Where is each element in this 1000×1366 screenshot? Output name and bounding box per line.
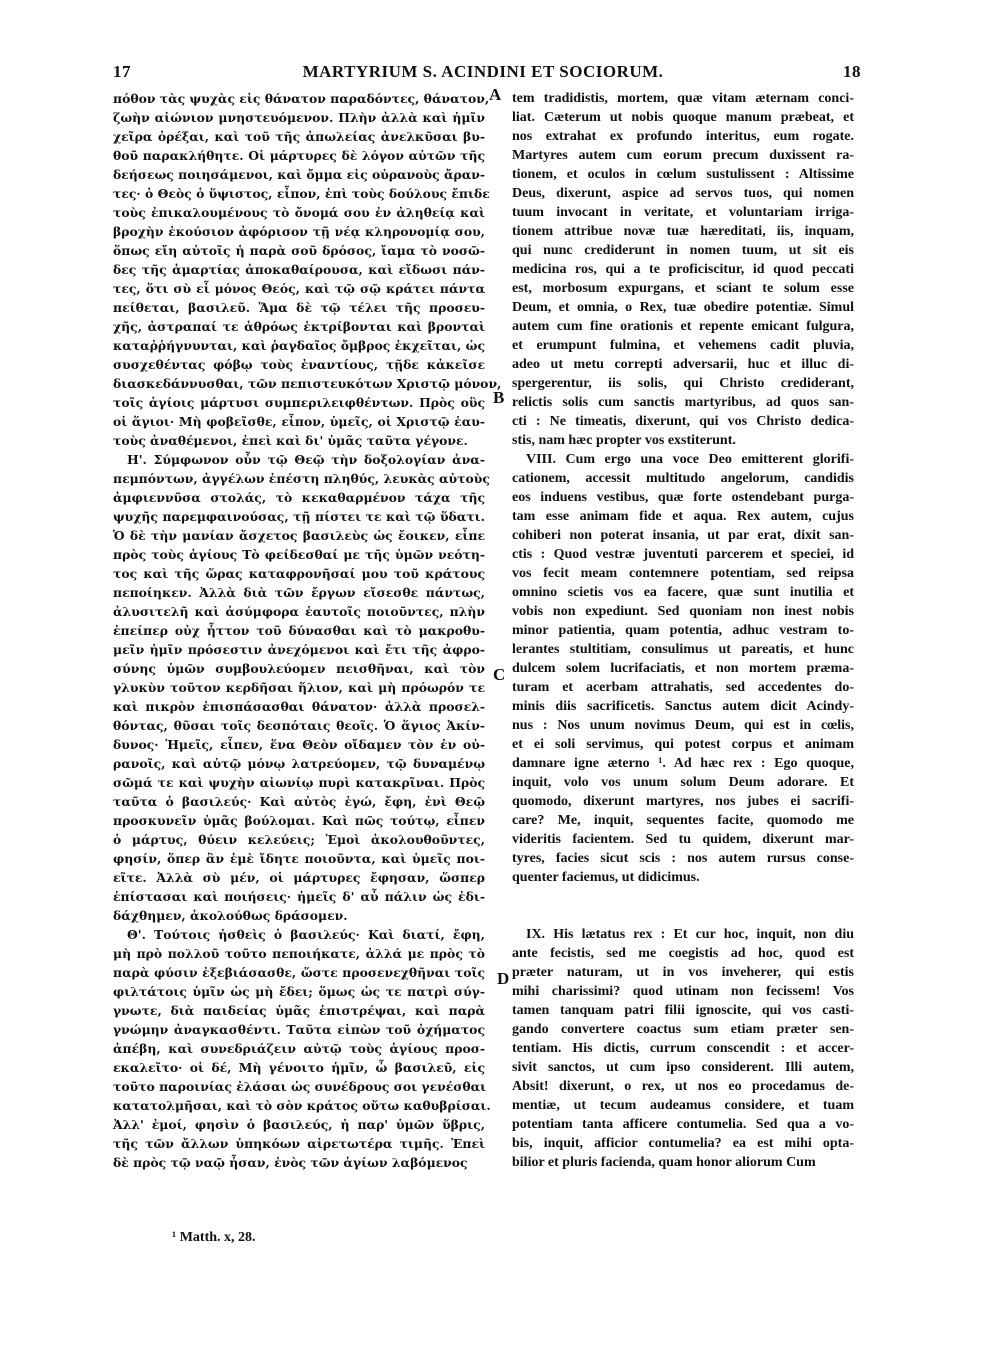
text-line: Ὁ δὲ τὴν μανίαν ἄσχετος βασιλεὺς ὡς ἔοικεν, εἶπε (113, 528, 485, 543)
text-line: γλυκὺν τοῦτον κερδῆσαι ἥλιον, καὶ μὴ πρόωρόν τε (113, 680, 485, 695)
text-line: tionem attribue novæ tuæ hæreditati, iis, inquam, (512, 224, 854, 239)
text-line: δὲ πρὸς τῷ ναῷ ἦσαν, ἑνὸς τῶν ἁγίων λαβόμενος (113, 1155, 468, 1170)
text-line: mentiæ, ut tecum audeamus considere, et tuam (512, 1098, 854, 1113)
text-line: inquit, volo vos unum solum Deum adorare. Et (512, 775, 854, 790)
text-line: tyres, facies sicut scis : nos autem rursus conse- (512, 851, 854, 866)
text-line: σύνης ὑμῶν συμβουλεύομεν πεισθῆναι, καὶ τὸν (113, 661, 485, 676)
text-line: vos fecit meam contemnere potentiam, sed reipsa (512, 566, 854, 581)
text-line: præter naturam, ut in vos inveherer, qui estis (512, 965, 854, 980)
text-line: δάχθημεν, ἀκολούθως δράσομεν. (113, 908, 348, 923)
text-line: εκαλεῖτο· οἱ δέ, Μὴ γένοιτο ἡμῖν, ὦ βασιλεῦ, εἰς (113, 1060, 485, 1075)
margin-marker-b: B (493, 388, 505, 407)
text-line: ἀλυσιτελῆ καὶ ἀσύμφορα ἑαυτοῖς ποιοῦντες, πλὴν (113, 604, 485, 619)
text-line: τοὺς ἀναθέμενοι, ἐπεὶ καὶ δι' ὑμᾶς ταῦτα γέγονε. (113, 433, 468, 448)
running-head (113, 62, 861, 84)
text-line: τες· ὁ Θεὸς ὁ ὕψιστος, εἶπον, ἐπὶ τοὺς δούλους ἔπιδε (113, 186, 490, 201)
text-line: χῆς, ἀστραπαί τε ἀθρόως ἐκτρίβονται καὶ βρονταὶ (113, 319, 485, 334)
text-line: Η'. Σύμφωνον οὖν τῷ Θεῷ τὴν δοξολογίαν ἀνα- (127, 452, 485, 467)
text-line: Absit! dixerunt, o rex, ut nos eo procedamus de- (512, 1079, 854, 1094)
text-line: turam et acerbam attrahatis, sed accedentes do- (512, 680, 854, 695)
text-line: οἱ ἅγιοι· Μὴ φοβεῖσθε, εἶπον, ὑμεῖς, οἱ Χριστῷ ἑαυ- (113, 414, 485, 429)
text-line: minor patientia, quam potentia, adhuc vestram to- (512, 623, 854, 638)
text-line: ὅπως εἴη αὐτοῖς ἡ παρὰ σοῦ δρόσος, ἴαμα τὸ νοσῶ- (113, 243, 485, 258)
page-title: MARTYRIUM S. ACINDINI ET SOCIORUM. (302, 62, 664, 81)
text-line: ante fecistis, sed me coegistis ad hoc, quod est (512, 946, 854, 961)
text-line: δεήσεως ποιησάμενοι, καὶ ὄμμα εἰς οὐρανοὺς ἄραν- (113, 167, 485, 182)
text-line: μεῖν ἡμῖν πρόσεστιν ἀνεχόμενοι καὶ ἔτι τῆς ἀφρο- (113, 642, 485, 657)
text-line: et erumpunt fulmina, et vehemens cadit pluvia, (512, 338, 854, 353)
text-line: relictis solis cum sanctis martyribus, ad quos san- (512, 395, 854, 410)
text-line: ρανοῖς, καὶ αὐτῷ μόνῳ λατρεύομεν, τῷ δυναμένῳ (113, 756, 485, 771)
text-line: omnino scietis vos ea facere, quæ sunt inutilia et (512, 585, 854, 600)
text-line: nus : Nos unum novimus Deum, qui est in cœlis, (512, 718, 854, 733)
text-line: cohiberi non poterat insania, ut par erat, dixit san- (512, 528, 854, 543)
text-line: διασκεδάννυσθαι, τῶν πεπιστευκότων Χριστῷ μόνον, (113, 376, 502, 391)
latin-column (512, 89, 854, 1172)
text-line: καὶ πικρὸν ἐπισπάσασθαι θάνατον· ἀλλὰ προσελ- (113, 699, 485, 714)
text-line: Deus, dixerunt, aspice ad servos tuos, qui nomen (512, 186, 854, 201)
text-line: tentiam. His dictis, currum conscendit : et accer- (512, 1041, 854, 1056)
text-line: tuum invocant in veritate, et voluntariam irriga- (512, 205, 854, 220)
text-line: quomodo, dixerunt martyres, nos jubes ei sacrifi- (512, 794, 854, 809)
text-line: Deum, et omnia, o Rex, tuæ obedire potentiæ. Simul (512, 300, 854, 315)
text-line: πείθεται, βασιλεῦ. Ἅμα δὲ τῷ τέλει τῆς προσευ- (113, 300, 485, 315)
text-line: δυνος· Ἡμεῖς, εἶπεν, ἕνα Θεὸν οἴδαμεν τὸν ἐν οὐ- (113, 737, 485, 752)
text-line: spergerentur, iis solis, qui Christo crediderant, (512, 376, 854, 391)
text-line: Θ'. Τούτοις ἡσθεὶς ὁ βασιλεύς· Καὶ διατί, ἔφη, (127, 927, 485, 942)
text-line: ἐπείπερ οὐχ ἧττον τοῦ δύνασθαι καὶ τὸ μακροθυ- (113, 623, 485, 638)
text-line: vobis non expediunt. Sed quoniam non inest nobis (512, 604, 854, 619)
text-line: autem cum fine orationis et repente emicant fulgura, (512, 319, 854, 334)
text-line: Martyres autem cum eorum precum duxissent ra- (512, 148, 854, 163)
text-line: bilior et pluris facienda, quam honor aliorum Cum (512, 1155, 816, 1170)
text-line: συσχεθέντας φόβῳ τοὺς ἐναντίους, τῇδε κἀκεῖσε (113, 357, 485, 372)
text-line: tamen tanquam patri filii ignoscite, qui vos casti- (512, 1003, 854, 1018)
text-line: IX. His lætatus rex : Et cur hoc, inquit, non diu (526, 927, 854, 942)
text-line: ζωὴν αἰώνιον μνηστευόμενον. Πλὴν ἀλλὰ καὶ ἡμῖν (113, 110, 485, 125)
text-line: πεποίηκεν. Ἀλλὰ διὰ τῶν ἔργων εἴσεσθε πάντως, (113, 585, 485, 600)
margin-marker-a: A (489, 85, 502, 104)
text-line: τοῦτο παροινίας ἐλάσαι ὡς συνέδρους σοι γενέσθαι (113, 1079, 487, 1094)
text-line: πρὸς τοὺς ἁγίους Τὸ φείδεσθαί με τῆς ὑμῶν νεότη- (113, 547, 485, 562)
text-line: τοὺς ἐπικαλουμένους τὸ ὄνομά σου ἐν ἀληθείᾳ καὶ (113, 205, 485, 220)
text-line: φιλτάτοις ὑμῖν ὡς μὴ ἔδει; ὅμως ὡς τε πατρὶ σύγ- (113, 984, 485, 999)
text-line: et ei soli servimus, qui potest corpus et animam (512, 737, 854, 752)
page-number-right: 18 (843, 62, 861, 81)
text-line: est, morbosum expurgans, et sciant te solum esse (512, 281, 854, 296)
margin-marker-c: C (493, 665, 506, 684)
text-line: θοῦ παρακλήθητε. Οἱ μάρτυρες δὲ λόγον αὐτῶν τῆς (113, 148, 485, 163)
text-line: τες, ὅτι σὺ εἶ μόνος Θεός, καὶ τῷ σῷ κράτει πάντα (113, 281, 485, 296)
text-line: tem tradidistis, mortem, quæ vitam æternam conci- (512, 91, 854, 106)
text-line: cationem, accessit multitudo angelorum, candidis (512, 471, 854, 486)
text-line: εῖτε. Ἀλλὰ σὺ μέν, οἱ μάρτυρες ἔφησαν, ὥσπερ (113, 870, 485, 885)
text-line: σῶμά τε καὶ ψυχὴν αἰωνίῳ πυρὶ κατακρῖναι. Πρὸς (113, 775, 485, 790)
text-line: VIII. Cum ergo una voce Deo emitterent glorifi- (526, 452, 854, 467)
text-line: ἐπίστασαι καὶ ποιήσεις· ἡμεῖς δ' αὖ πάλιν ὡς ἐδι- (113, 889, 485, 904)
text-line: potentiam tanta afficere contumelia. Sed qua a vo- (512, 1117, 854, 1132)
text-line: βροχὴν ἑκούσιον ἀφόρισον τῇ νέᾳ κληρονομίᾳ σου, (113, 224, 485, 239)
text-line: τοῖς ἁγίοις μάρτυσι συμπεριλειφθέντων. Πρὸς οὓς (113, 395, 485, 410)
text-line: δες τῆς ἁμαρτίας ἀποκαθαίρουσα, καὶ εἴδωσι πάν- (113, 262, 485, 277)
text-line: damnare igne æterno ¹. Ad hæc rex : Ego quoque, (512, 756, 854, 771)
text-line: μὴ πρὸ πολλοῦ τοῦτο πεποιήκατε, ἀλλά με πρὸς τὸ (113, 946, 485, 961)
text-line: dulcem solem lucrifaciatis, et non mortem præma- (512, 661, 854, 676)
text-line: tam esse animam fide et aqua. Rex autem, cujus (512, 509, 854, 524)
text-line: ἀμφιεννῦσα στολάς, τὸ κεκαθαρμένον τάχα τῆς (113, 490, 485, 505)
text-line: liat. Cæterum ut nobis quoque manum præbeat, et (512, 110, 854, 125)
text-line: κατατολμῆσαι, καὶ τὸ σὸν κράτος οὕτω καθυβρίσαι. (113, 1098, 491, 1113)
text-line: φησίν, ὅπερ ἂν ἐμὲ ἴδητε ποιοῦντα, καὶ ὑμεῖς ποι- (113, 851, 485, 866)
text-line: ψυχῆς παρεμφαινούσας, τῇ πίστει τε καὶ τῷ ὕδατι. (113, 509, 485, 524)
text-line: adeo ut metu correpti adversarii, huc et illuc di- (512, 357, 854, 372)
text-line: medicina ros, qui a te proficiscitur, id quod peccati (512, 262, 854, 277)
text-line: καταῤῥήγνυνται, καὶ ῥαγδαῖος ὄμβρος ἐκχεῖται, ὡς (113, 338, 485, 353)
text-line: mihi charissimi? quod utinam non fecissem! Vos (512, 984, 854, 999)
text-line: προσκυνεῖν ὑμᾶς βούλομαι. Καὶ πῶς τούτῳ, εἶπεν (113, 813, 485, 828)
text-line: cti : Ne timeatis, dixerunt, qui vos Christo dedica- (512, 414, 854, 429)
text-line: lerantes stultitiam, consulimus ut pareatis, et hunc (512, 642, 854, 657)
text-line: gando convertere coactus sum etiam præter sen- (512, 1022, 854, 1037)
page-number-left: 17 (113, 62, 131, 81)
text-line: ἀπέβη, καὶ συνεδριάζειν αὐτῷ τοὺς ἁγίους προσ- (113, 1041, 485, 1056)
text-line: sivit sanctos, ut cum ipso considerent. Illi autem, (512, 1060, 854, 1075)
text-line: care? Me, inquit, sequentes facite, quomodo me (512, 813, 854, 828)
text-line: παρὰ φύσιν ἐξεβιάσασθε, ὥστε προσενεχθῆναι τοῖς (113, 965, 485, 980)
text-line: ταῦτα ὁ βασιλεύς· Καὶ αὐτὸς ἐγώ, ἔφη, ἑνὶ Θεῷ (113, 794, 485, 809)
text-line: ὁ μάρτυς, θύειν κελεύεις; Ἐμοὶ ἀκολουθοῦντες, (113, 832, 485, 847)
text-line: qui nunc crediderunt in nomen tuum, ut sit eis (512, 243, 854, 258)
paragraph-gap (512, 887, 854, 925)
text-line: τος καὶ τῆς ὥρας καταφρονῆσαί μου τοῦ κράτους (113, 566, 485, 581)
text-line: πεμπόντων, ἀγγέλων ἐπέστη πληθύς, λευκὰς αὐτοὺς (113, 471, 490, 486)
text-line: eos induens vestibus, quæ forte ostendebant purga- (512, 490, 854, 505)
text-line: minis diis sacrificetis. Sanctus autem dicit Acindy- (512, 699, 854, 714)
text-line: γνώμην ἀναγκασθέντι. Ταῦτα εἰπὼν τοῦ ὀχήματος (113, 1022, 485, 1037)
text-line: nos extrahat ex profundo interitus, eum rogate. (512, 129, 854, 144)
text-line: quenter faciemus, ut didicimus. (512, 870, 700, 885)
text-line: θόντας, θῦσαι τοῖς δεσπόταις θεοῖς. Ὁ ἅγιος Ἀκίν- (113, 718, 485, 733)
text-line: ctis : Quod vestræ juventuti parcerem et speciei, id (512, 547, 854, 562)
text-line: τῆς τῶν ἄλλων ὑπηκόων αἱρετωτέρα τιμῆς. Ἐπεὶ (113, 1136, 485, 1151)
text-line: γνωτε, διὰ παιδείας ὑμᾶς ἐπιστρέψαι, καὶ παρὰ (113, 1003, 485, 1018)
text-line: videritis facientem. Sed tu quidem, dixerunt mar- (512, 832, 854, 847)
text-line: πόθον τὰς ψυχὰς εἰς θάνατον παραδόντες, θάνατον, (113, 91, 490, 106)
text-line: Ἀλλ' ἐμοί, φησὶν ὁ βασιλεύς, ἡ παρ' ὑμῶν ὕβρις, (113, 1117, 485, 1132)
text-line: tionem, et oculos in cœlum sustulissent : Altissime (512, 167, 854, 182)
text-line: stis, nam hæc propter vos exstiterunt. (512, 433, 736, 448)
text-line: χεῖρα ὀρέξαι, καὶ τοῦ τῆς ἀπωλείας ἀνελκῦσαι βυ- (113, 129, 485, 144)
footnote: ¹ Matth. x, 28. (172, 1230, 256, 1245)
greek-column (113, 89, 502, 1172)
margin-marker-d: D (497, 969, 510, 988)
text-line: bis, inquit, afficior contumelia? ea est mihi opta- (512, 1136, 854, 1151)
